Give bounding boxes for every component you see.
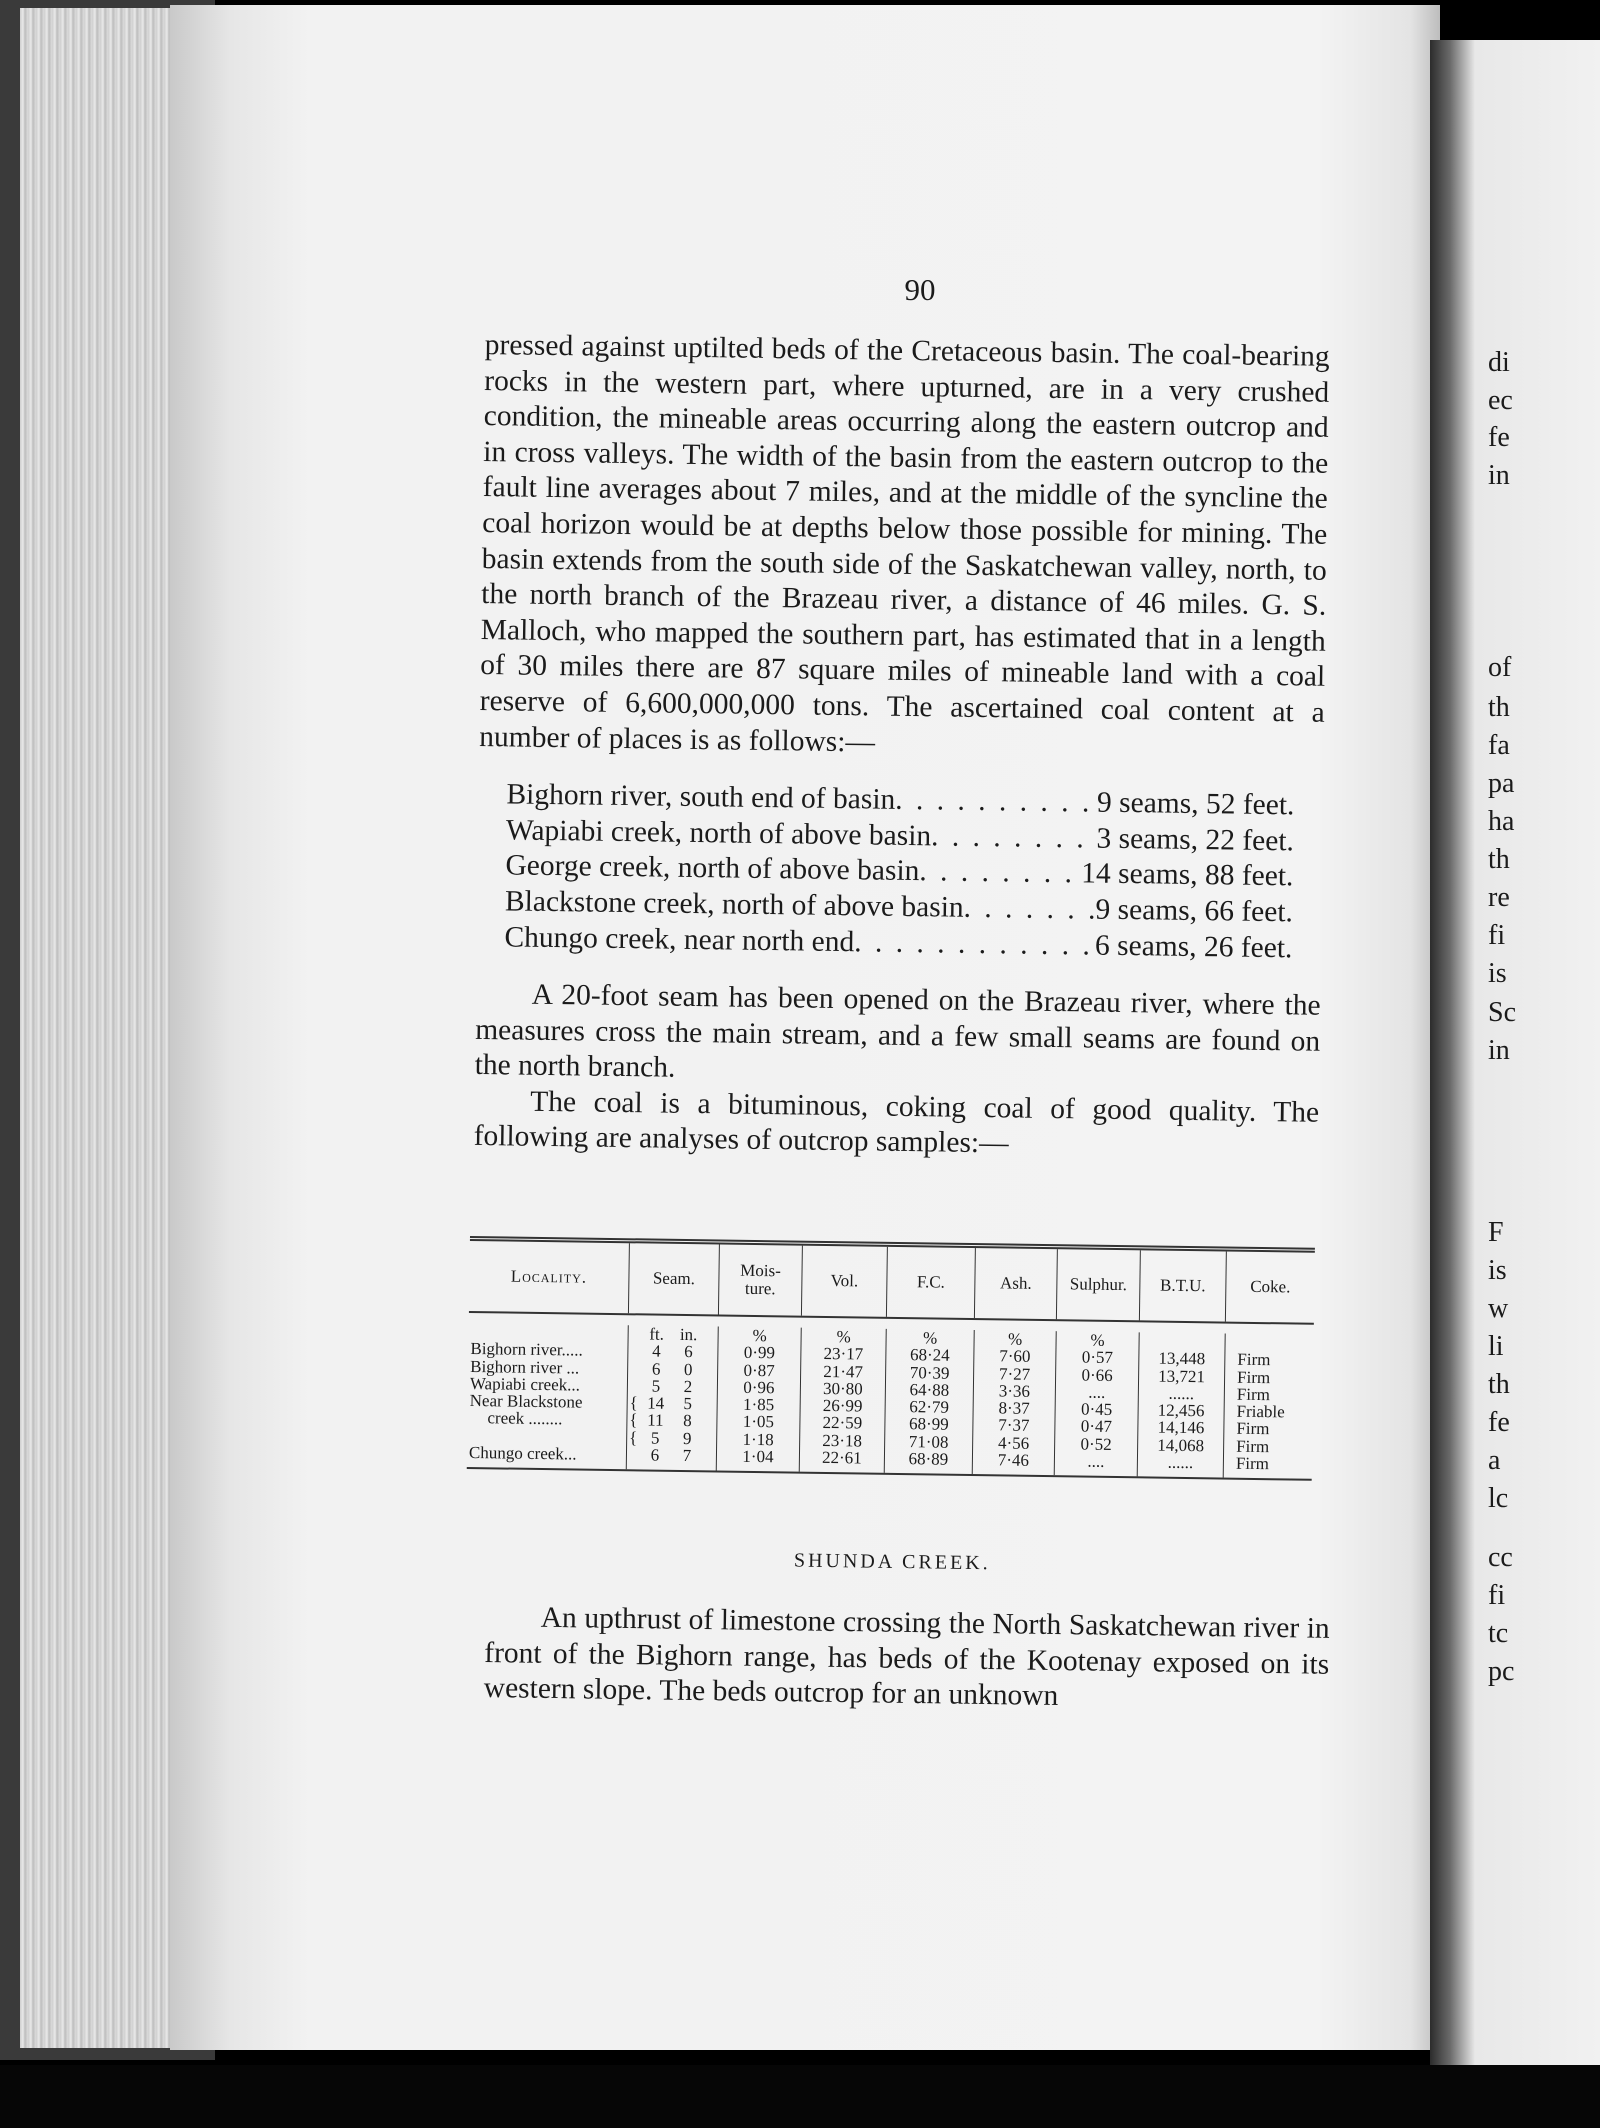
- unit-percent: %: [922, 1328, 938, 1348]
- seam-location: George creek, north of above basin: [505, 849, 920, 888]
- table-cell-coke: Firm: [1236, 1367, 1271, 1387]
- facing-page-fragment: lc: [1488, 1483, 1509, 1514]
- table-cell-coke: Friable: [1236, 1401, 1285, 1422]
- facing-page-fragment: in: [1488, 1035, 1510, 1066]
- table-cell-btu: 14,146: [1157, 1418, 1205, 1438]
- table-cell-locality: Bighorn river.....: [470, 1339, 583, 1360]
- table-cell-coke: Firm: [1237, 1350, 1271, 1370]
- page-number: 90: [904, 272, 936, 307]
- lower-text-column: [484, 1600, 1330, 1719]
- table-cell-moisture: 0·99: [743, 1343, 776, 1363]
- table-cell-vol: 22·59: [822, 1413, 863, 1433]
- unit-percent: %: [1007, 1329, 1023, 1349]
- table-cell-moisture: 0·87: [743, 1360, 775, 1380]
- unit-ft: ft.: [649, 1324, 665, 1344]
- table-cell-btu: ......: [1168, 1383, 1195, 1404]
- table-cell-coke: Firm: [1236, 1384, 1271, 1405]
- table-brace: {: [628, 1428, 638, 1448]
- table-cell-seam-ft: 6: [651, 1359, 661, 1379]
- table-cell-sulphur: 0·45: [1080, 1399, 1113, 1420]
- table-cell-btu: 14,068: [1157, 1435, 1205, 1456]
- paragraph-coal-quality: The coal is a bituminous, coking coal of good quality. The following are analyses of outcrop samples:—: [473, 1085, 1320, 1160]
- header-coke: Coke.: [1250, 1276, 1291, 1297]
- leader-dots: [854, 925, 1095, 964]
- sulphur-column: [1055, 1331, 1140, 1477]
- leader-dots: [963, 891, 1095, 928]
- table-cell-sulphur: ....: [1088, 1382, 1106, 1402]
- ash-column: [973, 1330, 1057, 1476]
- table-cell-btu: ......: [1167, 1452, 1194, 1473]
- table-cell-seam-in: 8: [683, 1411, 692, 1431]
- seam-value: 9 seams, 52 feet.: [1096, 786, 1295, 822]
- header-fc: F.C.: [887, 1247, 976, 1318]
- facing-page-fragment: fe: [1488, 422, 1510, 453]
- seam-location: Blackstone creek, north of above basin: [504, 885, 964, 924]
- header-locality: Locality.: [469, 1241, 630, 1313]
- header-seam: Seam.: [629, 1243, 720, 1314]
- table-cell-vol: 26·99: [822, 1396, 863, 1416]
- table-cell-ash: 7·27: [998, 1363, 1031, 1384]
- facing-page-fragment: th: [1488, 692, 1510, 723]
- unit-in: in.: [679, 1324, 698, 1345]
- table-body: [467, 1313, 1314, 1479]
- facing-page-fragment: in: [1488, 460, 1510, 491]
- facing-page-fragment: th: [1488, 844, 1510, 875]
- table-cell-ash: 7·60: [999, 1346, 1031, 1367]
- table-cell-locality: Near Blackstone: [469, 1391, 583, 1412]
- table-cell-fc: 68·99: [908, 1414, 949, 1435]
- facing-page-fragment: li: [1488, 1331, 1504, 1362]
- table-cell-seam-ft: 11: [647, 1410, 664, 1431]
- seam-feet-column: [639, 1325, 673, 1464]
- paragraph-shunda-creek: An upthrust of limestone crossing the North Saskatchewan river in front of the Bighorn range, has beds of the Kootenay exposed on its western slope. The beds outcrop for an unknown: [483, 1601, 1330, 1713]
- table-cell-btu: 13,721: [1158, 1366, 1206, 1386]
- table-cell-locality: Wapiabi creek...: [469, 1373, 581, 1395]
- facing-page-fragment: pa: [1488, 768, 1515, 799]
- table-cell-sulphur: 0·47: [1080, 1417, 1113, 1437]
- table-cell-seam-in: 7: [682, 1446, 692, 1466]
- table-cell-vol: 23·17: [823, 1344, 864, 1364]
- seam-list: [504, 777, 1294, 966]
- table-cell-coke: Firm: [1236, 1419, 1270, 1439]
- leader-dots: [931, 819, 1097, 857]
- header-sulphur: Sulphur.: [1057, 1249, 1141, 1320]
- facing-page-fragment: Sc: [1488, 997, 1516, 1028]
- facing-page-fragment: tc: [1488, 1618, 1509, 1649]
- header-moisture-line1: Mois-: [740, 1260, 781, 1281]
- seam-location: Chungo creek, near north end: [504, 920, 855, 958]
- seam-column: [627, 1325, 719, 1471]
- facing-page-fragment: fi: [1488, 920, 1506, 951]
- table-cell-fc: 71·08: [908, 1431, 949, 1452]
- section-heading: SHUNDA CREEK.: [793, 1549, 991, 1575]
- table-cell-seam-in: 2: [683, 1376, 693, 1397]
- seam-value: 9 seams, 66 feet.: [1095, 893, 1294, 929]
- table-cell-ash: 7·37: [998, 1415, 1030, 1436]
- table-cell-fc: 68·89: [908, 1449, 949, 1469]
- facing-page-fragment: ha: [1488, 806, 1515, 837]
- table-cell-ash: 7·46: [997, 1450, 1030, 1470]
- facing-page-fragment: a: [1488, 1445, 1501, 1476]
- unit-percent: %: [752, 1325, 767, 1346]
- spacer: [628, 1343, 640, 1360]
- facing-page-fragment: di: [1488, 347, 1510, 378]
- table-cell-moisture: 1·05: [742, 1412, 775, 1432]
- btu-column: [1138, 1332, 1226, 1478]
- spacer: [628, 1377, 640, 1394]
- table-cell-seam-in: 5: [683, 1394, 693, 1414]
- facing-page-fragment: of: [1488, 652, 1512, 683]
- table-cell-fc: 68·24: [909, 1345, 950, 1366]
- table-header-row: [469, 1241, 1315, 1325]
- table-cell-vol: 21·47: [823, 1361, 864, 1382]
- paragraph-basin-description: pressed against uptilted beds of the Cretaceous basin. The coal-bearing rocks in the western part, where upturned, are in a very crushed condition, the mineable areas occurring along the eastern outcrop and in cross valleys. The width of the basin from the eastern outcrop to the fault line averages about 7 miles, and at the middle of the syncline the coal horizon would be at depths below those possible for mining. The basin extends from the south side of the Saskatchewan valley, north, to the north branch of the Brazeau river, a distance of 46 miles. G. S. Malloch, who mapped the southern part, has estimated that in a length of 30 miles there are 87 square miles of mineable land with a coal reserve of 6,600,000,000 tons. The ascertained coal content at a number of places is as follows:—: [479, 328, 1330, 759]
- facing-page-fragment: th: [1488, 1369, 1510, 1400]
- spacer: [628, 1360, 640, 1377]
- leader-dots: [895, 783, 1097, 821]
- table-cell-sulphur: ....: [1087, 1451, 1105, 1471]
- table-cell-btu: 13,448: [1158, 1348, 1206, 1369]
- seam-location: Wapiabi creek, north of above basin: [505, 814, 932, 852]
- paragraph-brazeau-seam: A 20-foot seam has been opened on the Brazeau river, where the measures cross the main stream, and a few small seams are found on the north branch.: [474, 978, 1321, 1085]
- header-moisture: [719, 1244, 803, 1315]
- facing-page-fragment: ec: [1488, 385, 1513, 416]
- table-cell-seam-ft: 6: [650, 1445, 660, 1465]
- table-cell-moisture: 1·85: [742, 1395, 775, 1415]
- table-cell-coke: Firm: [1235, 1453, 1270, 1474]
- seam-location: Bighorn river, south end of basin: [506, 778, 896, 816]
- table-cell-vol: 22·61: [821, 1448, 862, 1468]
- table-cell-seam-ft: 5: [650, 1428, 660, 1448]
- table-cell-vol: 23·18: [822, 1430, 863, 1451]
- table-cell-seam-in: 6: [684, 1342, 693, 1362]
- unit-percent: %: [836, 1327, 851, 1347]
- seam-inches-column: [671, 1326, 705, 1465]
- facing-page-fragment: is: [1488, 1255, 1507, 1286]
- fc-column: [885, 1329, 975, 1475]
- table-cell-moisture: 1·18: [742, 1429, 774, 1450]
- table-cell-btu: 12,456: [1157, 1400, 1205, 1421]
- table-cell-locality: Chungo creek...: [468, 1443, 577, 1464]
- table-brace: {: [629, 1393, 638, 1413]
- moisture-column: [717, 1326, 802, 1472]
- table-brace: {: [629, 1410, 638, 1430]
- facing-page-fragment: w: [1488, 1293, 1509, 1324]
- table-cell-moisture: 1·04: [742, 1446, 774, 1467]
- table-cell-ash: 4·56: [997, 1433, 1030, 1453]
- header-ash: Ash.: [975, 1248, 1058, 1319]
- facing-page-fragment: cc: [1488, 1542, 1513, 1573]
- facing-page: [1430, 40, 1600, 2100]
- table-cell-locality: creek ........: [487, 1408, 563, 1429]
- table-cell-vol: 30·80: [822, 1378, 863, 1399]
- scan-bottom-margin: [0, 2065, 1600, 2128]
- seam-value: 6 seams, 26 feet.: [1094, 929, 1293, 964]
- facing-page-fragment: pc: [1488, 1656, 1515, 1687]
- seam-value: 14 seams, 88 feet.: [1081, 857, 1294, 893]
- table-cell-locality: Bighorn river ...: [470, 1356, 580, 1378]
- spacer: [1139, 1332, 1224, 1350]
- locality-column: [467, 1323, 629, 1470]
- facing-page-fragment: F: [1488, 1217, 1504, 1248]
- table-cell-ash: 8·37: [998, 1398, 1030, 1419]
- vol-column: [800, 1328, 887, 1474]
- facing-page-fragment: re: [1488, 882, 1510, 913]
- table-cell-sulphur: 0·52: [1080, 1434, 1112, 1454]
- facing-page-fragment: fi: [1488, 1580, 1506, 1611]
- facing-page-fragment: is: [1488, 958, 1507, 989]
- table-cell-seam-in: 9: [682, 1428, 692, 1448]
- table-cell-seam-ft: 4: [652, 1341, 661, 1361]
- coke-column: [1224, 1334, 1314, 1480]
- table-cell-seam-ft: 14: [647, 1393, 665, 1413]
- leader-dots: [919, 854, 1081, 892]
- spacer: [629, 1325, 641, 1342]
- facing-page-fragment: fe: [1488, 1407, 1510, 1438]
- table-cell-coke: Firm: [1236, 1436, 1270, 1456]
- table-cell-sulphur: 0·57: [1081, 1347, 1114, 1368]
- table-cell-ash: 3·36: [998, 1381, 1031, 1401]
- table-cell-fc: 70·39: [909, 1362, 950, 1383]
- table-cell-fc: 62·79: [909, 1397, 950, 1417]
- upper-text-column: [473, 328, 1329, 1167]
- header-moisture-line2: ture.: [744, 1278, 776, 1299]
- coal-analyses-table: [467, 1236, 1315, 1481]
- seam-value: 3 seams, 22 feet.: [1096, 822, 1295, 858]
- header-vol: Vol.: [802, 1246, 888, 1317]
- facing-page-fragment: fa: [1488, 730, 1510, 761]
- table-cell-moisture: 0·96: [743, 1377, 775, 1398]
- unit-percent: %: [1090, 1330, 1105, 1350]
- table-cell-seam-ft: 5: [651, 1376, 661, 1396]
- header-btu: B.T.U.: [1140, 1250, 1227, 1321]
- table-cell-fc: 64·88: [909, 1380, 950, 1400]
- table-cell-sulphur: 0·66: [1081, 1365, 1113, 1385]
- table-cell-seam-in: 0: [683, 1359, 693, 1379]
